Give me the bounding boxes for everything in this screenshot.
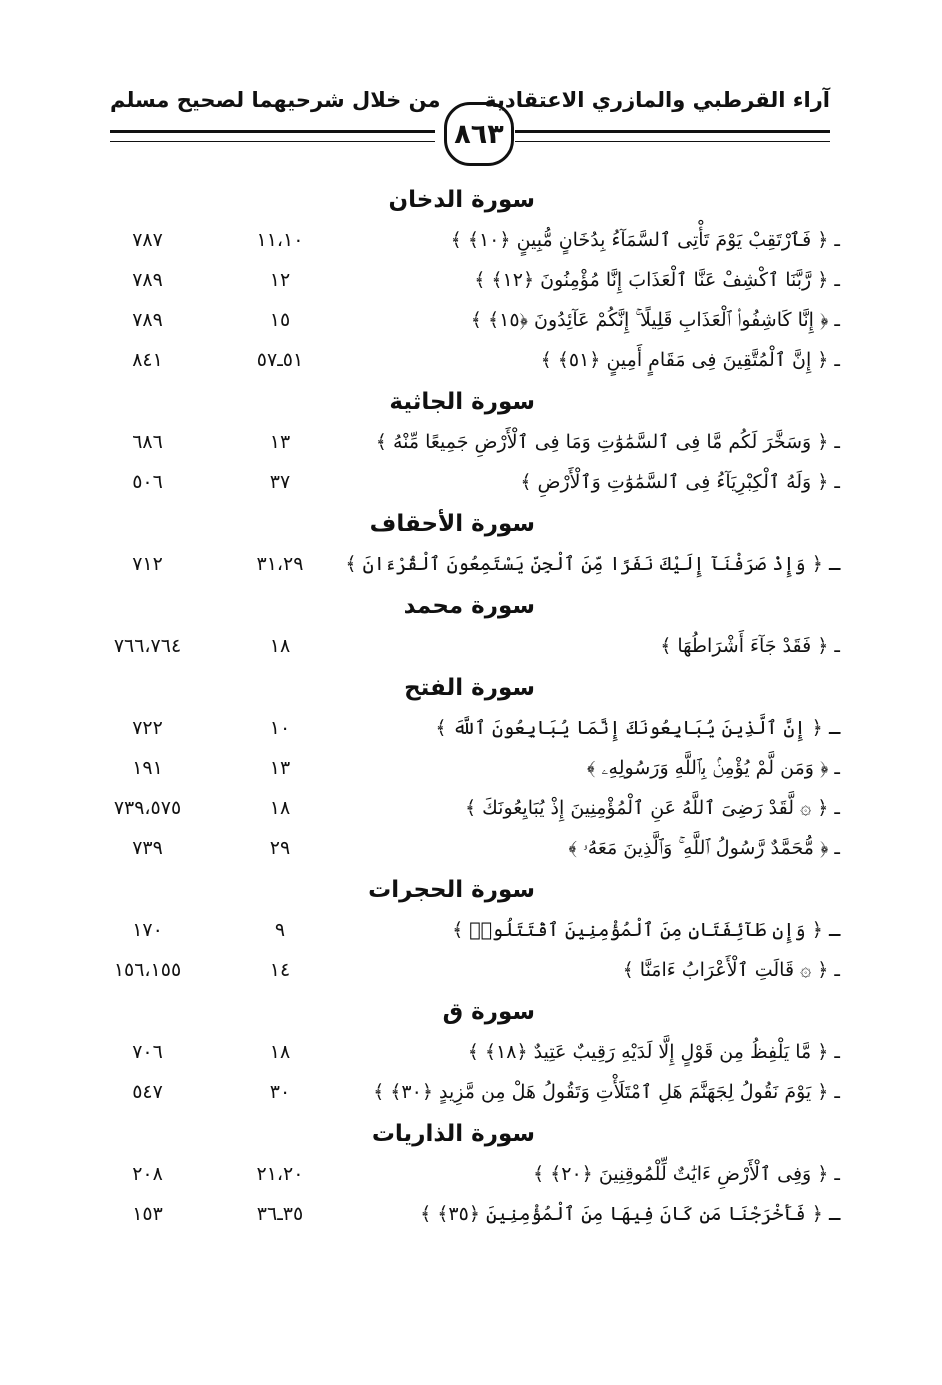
- ayah-number: ١٨: [269, 1041, 291, 1063]
- verse-text: ـ ﴿ وَلَهُ ٱلْكِبْرِيَآءُ فِى ٱلسَّمَٰوَٰتِ وَٱلْأَرْضِ ﴾: [520, 471, 840, 493]
- page-reference: ٥٠٦: [132, 471, 163, 493]
- page-reference: ٧٨٧: [132, 229, 163, 251]
- page-reference: ١٥٣: [132, 1203, 163, 1225]
- index-entry: [100, 748, 840, 788]
- verse-text: ـ ﴿ وَفِى ٱلْأَرْضِ ءَايَٰتٌ لِّلْمُوقِنِينَ ﴿٢٠﴾ ﴾: [532, 1163, 840, 1185]
- ayah-number: ٢٩: [269, 837, 291, 859]
- index-entry: [100, 828, 840, 868]
- index-entry: [100, 544, 840, 584]
- surah-heading: سورة الحجرات: [368, 877, 535, 903]
- page-reference: ٢٠٨: [132, 1163, 163, 1185]
- ayah-number: ١١،١٠: [256, 229, 304, 251]
- index-entry: [100, 910, 840, 950]
- index-entry: [100, 300, 840, 340]
- ayah-number: ٣٥ـ٣٦: [256, 1203, 304, 1225]
- verse-index: [100, 178, 840, 1234]
- page-reference: ٧١٢: [132, 553, 163, 575]
- index-entry: [100, 950, 840, 990]
- page-reference: ٧٣٩: [132, 837, 163, 859]
- header-rule-left: [110, 130, 435, 142]
- index-entry: [100, 1072, 840, 1112]
- page-reference: ٧٨٩: [132, 309, 163, 331]
- page-reference: ٥٤٧: [132, 1081, 163, 1103]
- page-reference: ١٥٦،١٥٥: [113, 959, 182, 981]
- index-entry: [100, 462, 840, 502]
- ayah-number: ١٨: [269, 635, 291, 657]
- verse-text: ـ ﴿ إِنَّ ٱلَّذِينَ يُبَايِعُونَكَ إِنَّمَا يُبَايِعُونَ ٱللَّهَ ﴾: [435, 717, 840, 739]
- page-reference: ٧٠٦: [132, 1041, 163, 1063]
- ayah-number: ١٥: [269, 309, 291, 331]
- page-reference: ٧٨٩: [132, 269, 163, 291]
- index-entry: [100, 220, 840, 260]
- index-entry: [100, 1154, 840, 1194]
- index-entry: [100, 626, 840, 666]
- verse-text: ـ ﴿ ۞ قَالَتِ ٱلْأَعْرَابُ ءَامَنَّا ﴾: [622, 959, 840, 981]
- page-reference: ٧٣٩،٥٧٥: [113, 797, 182, 819]
- verse-text: ـ ﴿ إِنَّ ٱلْمُتَّقِينَ فِى مَقَامٍ أَمِينٍ ﴿٥١﴾ ﴾: [540, 349, 840, 371]
- verse-text: ـ ﴿ إِنَّا كَاشِفُوا۟ ٱلْعَذَابِ قَلِيلًا ۚ إِنَّكُمْ عَآئِدُونَ ﴿١٥﴾ ﴾: [470, 309, 840, 331]
- ayah-number: ١٨: [269, 797, 291, 819]
- page-number: ٨٦٣: [444, 102, 514, 166]
- book-title: آراء القرطبي والمازري الاعتقادية: [484, 88, 830, 112]
- surah-heading: سورة الجاثية: [389, 389, 535, 415]
- ayah-number: ٣٠: [269, 1081, 291, 1103]
- index-entry: [100, 422, 840, 462]
- book-subtitle: من خلال شرحيهما لصحيح مسلم: [110, 88, 441, 112]
- ayah-number: ١٣: [269, 757, 291, 779]
- verse-text: ـ ﴿ ۞ لَّقَدْ رَضِىَ ٱللَّهُ عَنِ ٱلْمُؤْمِنِينَ إِذْ يُبَايِعُونَكَ ﴾: [464, 797, 840, 819]
- page-header: [110, 80, 830, 170]
- page-reference: ٧٢٢: [132, 717, 163, 739]
- surah-heading: سورة الذاريات: [371, 1121, 535, 1147]
- ayah-number: ٥١ـ٥٧: [256, 349, 304, 371]
- surah-heading: سورة الأحقاف: [369, 511, 535, 537]
- verse-text: ـ ﴿ فَأَخْرَجْنَا مَن كَانَ فِيهَا مِنَ ٱلْمُؤْمِنِينَ ﴿٣٥﴾ ﴾: [420, 1203, 840, 1225]
- page-reference: ٦٨٦: [132, 431, 163, 453]
- verse-text: ـ ﴿ مَّا يَلْفِظُ مِن قَوْلٍ إِلَّا لَدَيْهِ رَقِيبٌ عَتِيدٌ ﴿١٨﴾ ﴾: [467, 1041, 840, 1063]
- verse-text: ـ ﴿ وَإِن طَآئِفَتَانِ مِنَ ٱلْمُؤْمِنِينَ ٱقْتَتَلُوا۟ ﴾: [452, 919, 840, 941]
- index-entry: [100, 1032, 840, 1072]
- verse-text: ـ ﴿ مُّحَمَّدٌ رَّسُولُ ٱللَّهِ ۚ وَٱلَّذِينَ مَعَهُۥ ﴾: [568, 837, 840, 859]
- verse-text: ـ ﴿ فَقَدْ جَآءَ أَشْرَاطُهَا ﴾: [660, 635, 840, 657]
- verse-text: ـ ﴿ وَإِذْ صَرَفْنَآ إِلَيْكَ نَفَرًا مِّنَ ٱلْجِنِّ يَسْتَمِعُونَ ٱلْقُرْءَانَ ﴾: [345, 553, 840, 575]
- ayah-number: ١٠: [269, 717, 291, 739]
- index-entry: [100, 340, 840, 380]
- index-entry: [100, 1194, 840, 1234]
- page-reference: ٨٤١: [132, 349, 163, 371]
- ayah-number: ١٣: [269, 431, 291, 453]
- surah-heading: سورة الدخان: [388, 187, 535, 213]
- ayah-number: ٣٧: [269, 471, 291, 493]
- surah-heading: سورة محمد: [403, 593, 535, 619]
- page-reference: ١٩١: [132, 757, 163, 779]
- verse-text: ـ ﴿ وَسَخَّرَ لَكُم مَّا فِى ٱلسَّمَٰوَٰتِ وَمَا فِى ٱلْأَرْضِ جَمِيعًا مِّنْهُ ﴾: [375, 431, 840, 453]
- index-entry: [100, 260, 840, 300]
- ayah-number: ٢١،٢٠: [256, 1163, 304, 1185]
- ayah-number: ٣١،٢٩: [256, 553, 304, 575]
- surah-heading: سورة الفتح: [404, 675, 535, 701]
- verse-text: ـ ﴿ يَوْمَ نَقُولُ لِجَهَنَّمَ هَلِ ٱمْتَلَأْتِ وَتَقُولُ هَلْ مِن مَّزِيدٍ ﴿٣٠﴾ ﴾: [373, 1081, 840, 1103]
- index-entry: [100, 788, 840, 828]
- ayah-number: ٩: [274, 919, 286, 941]
- verse-text: ـ ﴿ رَّبَّنَا ٱكْشِفْ عَنَّا ٱلْعَذَابَ إِنَّا مُؤْمِنُونَ ﴿١٢﴾ ﴾: [474, 269, 840, 291]
- page-reference: ٧٦٦،٧٦٤: [113, 635, 182, 657]
- surah-heading: سورة ق: [442, 999, 535, 1025]
- ayah-number: ١٤: [269, 959, 291, 981]
- verse-text: ـ ﴿ وَمَن لَّمْ يُؤْمِنۢ بِٱللَّهِ وَرَسُولِهِۦ ﴾: [586, 757, 840, 779]
- header-rule-right: [515, 130, 830, 142]
- page-reference: ١٧٠: [132, 919, 163, 941]
- ayah-number: ١٢: [269, 269, 291, 291]
- index-entry: [100, 708, 840, 748]
- verse-text: ـ ﴿ فَٱرْتَقِبْ يَوْمَ تَأْتِى ٱلسَّمَآءُ بِدُخَانٍ مُّبِينٍ ﴿١٠﴾ ﴾: [450, 229, 840, 251]
